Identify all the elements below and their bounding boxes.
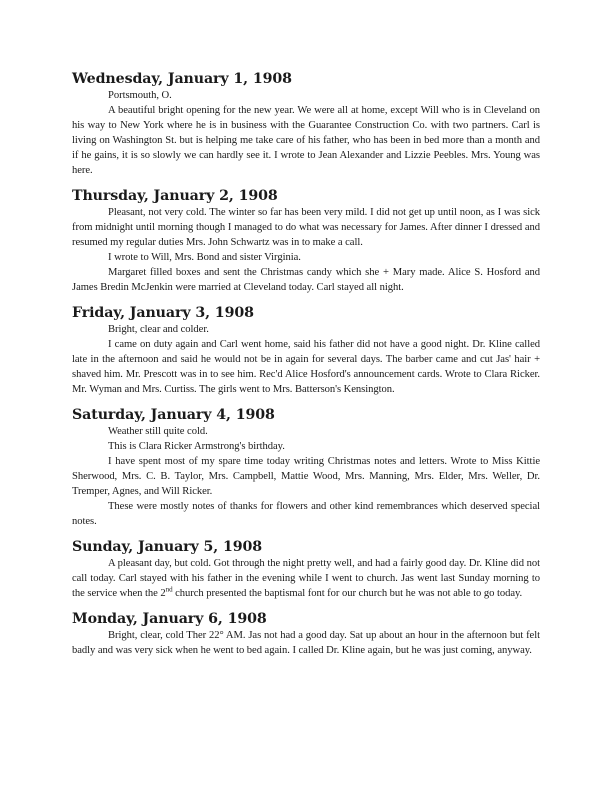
entry-paragraph: Weather still quite cold. [108,426,208,437]
ordinal-suffix: nd [165,585,173,594]
diary-entry [72,610,540,658]
entry-date-heading: Friday, January 3, 1908 [72,305,254,321]
entry-paragraph: Margaret filled boxes and sent the Christmas candy which she + Mary made. Alice S. Hosford and James Bredin McJenkin were married at Cleveland today. Carl stayed all night. [72,267,540,293]
entry-paragraph: Bright, clear, cold Ther 22° AM. Jas not had a good day. Sat up about an hour in the afternoon but felt badly and was very sick when he went to bed again. I called Dr. Kline again, but he was just coming, anyway. [72,630,540,656]
diary-entry [72,304,540,397]
entry-paragraph: Bright, clear and colder. [108,324,209,335]
entry-date-heading: Wednesday, January 1, 1908 [72,71,292,87]
entry-paragraph: I came on duty again and Carl went home, said his father did not have a good night. Dr. Kline called late in the afternoon and said he would not be in again for several days. The barber came and cut Jas' hair + shaved him. Mr. Prescott was in to see him. Rec'd Alice Hosford's announcement cards. Wrote to Clara Ricker. Mr. Wyman and Mrs. Curtiss. The girls went to Mrs. Batterson's Kensington. [72,339,540,395]
entry-date-heading: Thursday, January 2, 1908 [72,188,278,204]
entry-paragraph: Portsmouth, O. [108,90,172,101]
entry-paragraph: These were mostly notes of thanks for flowers and other kind remembrances which deserved special notes. [72,501,540,527]
entry-paragraph: I wrote to Will, Mrs. Bond and sister Virginia. [108,252,301,263]
entry-paragraph: A pleasant day, but cold. Got through the night pretty well, and had a fairly good day. Dr. Kline did not call today. Carl stayed with his father in the evening while I went to church. Jas went last Sunday morning to the service when the 2nd church presented the baptismal font for our church but he was not able to go today. [72,558,540,599]
diary-entry [72,538,540,601]
diary-entry [72,406,540,529]
entry-paragraph: A beautiful bright opening for the new year. We were all at home, except Will who is in Cleveland on his way to New York where he is in business with the Guarantee Construction Co. with two partners. Carl is living on Washington St. but is helping me take care of his father, who has been in bed more than a month and if he gains, it is so slowly we can hardly see it. I wrote to Jean Alexander and Lizzie Peebles. Mrs. Young was here. [72,105,540,176]
entry-date-heading: Sunday, January 5, 1908 [72,539,263,555]
diary-entry [72,70,540,178]
entry-paragraph: Pleasant, not very cold. The winter so far has been very mild. I did not get up until noon, as I was sick from midnight until morning though I managed to do what was necessary for James. After dinner I dressed and resumed my regular duties Mrs. John Schwartz was in to make a call. [72,207,540,248]
diary-entry [72,187,540,295]
diary-page [72,70,540,667]
entry-paragraph: This is Clara Ricker Armstrong's birthday. [108,441,285,452]
entry-paragraph: I have spent most of my spare time today writing Christmas notes and letters. Wrote to Miss Kittie Sherwood, Mrs. C. B. Taylor, Mrs. Campbell, Mattie Wood, Mrs. Manning, Mrs. Elder, Mrs. Weller, Dr. Tremper, Agnes, and Will Ricker. [72,456,540,497]
entry-date-heading: Saturday, January 4, 1908 [72,407,275,423]
entry-date-heading: Monday, January 6, 1908 [72,611,267,627]
